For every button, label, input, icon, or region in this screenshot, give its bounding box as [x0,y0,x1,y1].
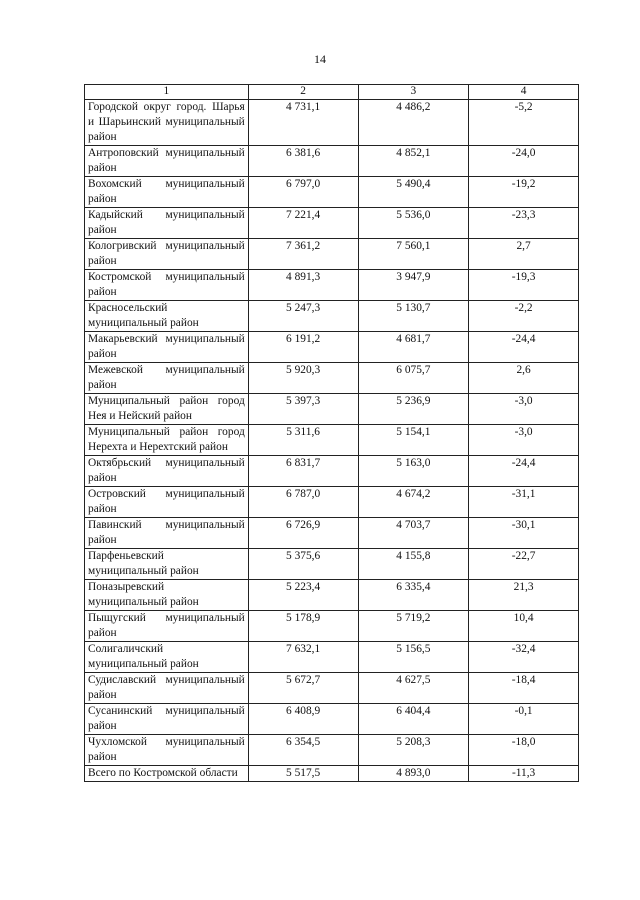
table-row [85,456,579,487]
value-col4-cell: -24,4 [469,456,579,487]
value-col2-cell: 5 178,9 [248,611,358,642]
value-col2-cell: 6 797,0 [248,177,358,208]
page-number: 14 [314,52,326,66]
value-col3-cell: 4 703,7 [358,518,469,549]
value-col2-cell: 7 632,1 [248,642,358,673]
value-col3-cell: 5 163,0 [358,456,469,487]
value-col4-cell: -23,3 [469,208,579,239]
value-col3-cell: 4 852,1 [358,146,469,177]
value-col2-cell: 6 831,7 [248,456,358,487]
value-col4-cell: -18,4 [469,673,579,704]
value-col4-cell: -3,0 [469,425,579,456]
value-col4-cell: -22,7 [469,549,579,580]
value-col3-cell: 5 154,1 [358,425,469,456]
value-col2-cell: 5 672,7 [248,673,358,704]
value-col3-cell: 7 560,1 [358,239,469,270]
value-col2-cell: 4 891,3 [248,270,358,301]
value-col4-cell: -2,2 [469,301,579,332]
district-name-cell: Макарьевский муниципальный район [85,332,249,363]
table-row [85,425,579,456]
table-row [85,100,579,146]
district-name-cell: Костромской муниципальный район [85,270,249,301]
district-name-cell: Сусанинский муниципальный район [85,704,249,735]
column-header-1: 1 [85,85,249,100]
value-col3-cell: 4 627,5 [358,673,469,704]
value-col4-cell: -11,3 [469,766,579,782]
table-row [85,580,579,611]
value-col3-cell: 4 674,2 [358,487,469,518]
value-col4-cell: -3,0 [469,394,579,425]
value-col4-cell: -31,1 [469,487,579,518]
value-col2-cell: 6 408,9 [248,704,358,735]
column-header-4: 4 [469,85,579,100]
value-col4-cell: -19,3 [469,270,579,301]
table-row [85,673,579,704]
district-name-cell: Муниципальный район город Нерехта и Нерехтский район [85,425,249,456]
value-col4-cell: -5,2 [469,100,579,146]
table-row [85,332,579,363]
data-table [84,84,579,782]
value-col2-cell: 6 191,2 [248,332,358,363]
value-col2-cell: 4 731,1 [248,100,358,146]
value-col4-cell: -18,0 [469,735,579,766]
column-header-2: 2 [248,85,358,100]
district-name-cell: Всего по Костромской области [85,766,249,782]
value-col2-cell: 6 726,9 [248,518,358,549]
table-row [85,239,579,270]
value-col3-cell: 6 404,4 [358,704,469,735]
table-row [85,487,579,518]
value-col3-cell: 6 335,4 [358,580,469,611]
table-row [85,735,579,766]
value-col3-cell: 4 155,8 [358,549,469,580]
table-row [85,208,579,239]
table-row [85,766,579,782]
district-name-cell: Судиславский муниципальный район [85,673,249,704]
value-col4-cell: -32,4 [469,642,579,673]
value-col2-cell: 6 381,6 [248,146,358,177]
table-row [85,177,579,208]
table-row [85,642,579,673]
district-name-cell: Городской округ город. Шарья и Шарьинский муниципальный район [85,100,249,146]
district-name-cell: Межевской муниципальный район [85,363,249,394]
value-col2-cell: 7 221,4 [248,208,358,239]
district-name-cell: Павинский муниципальный район [85,518,249,549]
district-name-cell: Пыщугский муниципальный район [85,611,249,642]
district-name-cell: Муниципальный район город Нея и Нейский район [85,394,249,425]
district-name-cell: Антроповский муниципальный район [85,146,249,177]
district-name-cell: Красносельский муниципальный район [85,301,249,332]
table-row [85,518,579,549]
value-col3-cell: 5 236,9 [358,394,469,425]
column-header-3: 3 [358,85,469,100]
table-row [85,363,579,394]
value-col3-cell: 4 893,0 [358,766,469,782]
district-name-cell: Солигаличский муниципальный район [85,642,249,673]
value-col2-cell: 6 354,5 [248,735,358,766]
value-col3-cell: 5 130,7 [358,301,469,332]
value-col4-cell: -24,4 [469,332,579,363]
value-col2-cell: 5 517,5 [248,766,358,782]
value-col4-cell: -19,2 [469,177,579,208]
value-col3-cell: 4 486,2 [358,100,469,146]
value-col2-cell: 5 223,4 [248,580,358,611]
value-col2-cell: 5 247,3 [248,301,358,332]
district-name-cell: Поназыревский муниципальный район [85,580,249,611]
value-col2-cell: 5 375,6 [248,549,358,580]
value-col3-cell: 5 536,0 [358,208,469,239]
value-col3-cell: 5 719,2 [358,611,469,642]
table-header-row [85,85,579,100]
value-col4-cell: 21,3 [469,580,579,611]
value-col4-cell: -0,1 [469,704,579,735]
value-col4-cell: 2,7 [469,239,579,270]
value-col3-cell: 5 208,3 [358,735,469,766]
value-col2-cell: 7 361,2 [248,239,358,270]
value-col4-cell: -24,0 [469,146,579,177]
district-name-cell: Островский муниципальный район [85,487,249,518]
value-col3-cell: 6 075,7 [358,363,469,394]
value-col3-cell: 5 156,5 [358,642,469,673]
value-col2-cell: 5 920,3 [248,363,358,394]
value-col3-cell: 5 490,4 [358,177,469,208]
value-col4-cell: 2,6 [469,363,579,394]
table-row [85,301,579,332]
value-col2-cell: 5 311,6 [248,425,358,456]
value-col4-cell: 10,4 [469,611,579,642]
value-col3-cell: 4 681,7 [358,332,469,363]
district-name-cell: Вохомский муниципальный район [85,177,249,208]
district-name-cell: Кологривский муниципальный район [85,239,249,270]
district-name-cell: Октябрьский муниципальный район [85,456,249,487]
value-col3-cell: 3 947,9 [358,270,469,301]
value-col4-cell: -30,1 [469,518,579,549]
table-row [85,146,579,177]
table-body [85,100,579,782]
table-row [85,611,579,642]
district-name-cell: Кадыйский муниципальный район [85,208,249,239]
table-row [85,394,579,425]
value-col2-cell: 6 787,0 [248,487,358,518]
table-row [85,549,579,580]
district-name-cell: Чухломской муниципальный район [85,735,249,766]
district-name-cell: Парфеньевский муниципальный район [85,549,249,580]
value-col2-cell: 5 397,3 [248,394,358,425]
table-row [85,704,579,735]
table-row [85,270,579,301]
